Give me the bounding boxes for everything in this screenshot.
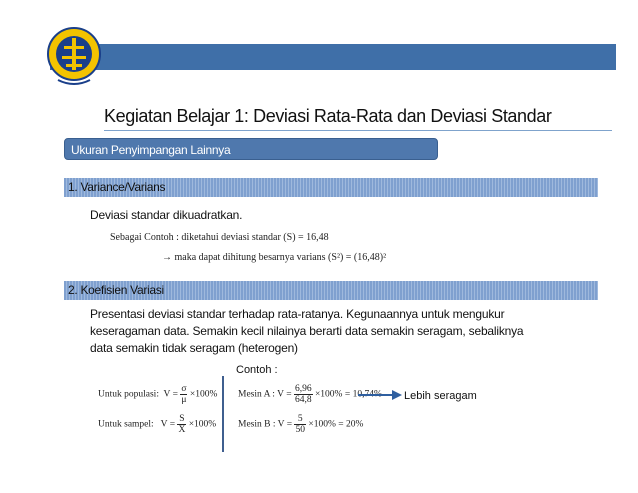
- subtitle-tab: Ukuran Penyimpangan Lainnya: [64, 138, 438, 160]
- koefisien-description: [90, 306, 596, 357]
- arrow-right-icon: [358, 388, 402, 402]
- formula-mesin-b: Mesin B : V = $\frac{5}{50}$ ×100% = 20%: [238, 414, 364, 435]
- section-heading-varians: 1. Variance/Varians: [64, 178, 598, 197]
- formula-divider: [222, 376, 224, 452]
- varians-example-line2: → maka dapat dihitung besarnya varians (S²) = (16,48)²: [162, 252, 387, 263]
- title-underline: [104, 130, 612, 131]
- varians-description: Deviasi standar dikuadratkan.: [90, 208, 243, 222]
- formula-sampel: Untuk sampel: V = $\frac{S}{X̄}$ ×100%: [98, 414, 217, 435]
- page-title: Kegiatan Belajar 1: Deviasi Rata-Rata dan Deviasi Standar: [104, 106, 552, 126]
- header-bar: [50, 44, 616, 70]
- section-heading-koefisien: 2. Koefisien Variasi: [64, 281, 598, 300]
- contoh-label: Contoh :: [236, 364, 278, 376]
- lebih-seragam-label: Lebih seragam: [404, 390, 477, 402]
- koefisien-line-3: data semakin tidak seragam (heterogen): [90, 341, 298, 355]
- formula-mesin-a: Mesin A : V = $\frac{6,96}{64,8}$ ×100% = 10,74%: [238, 384, 382, 405]
- university-emblem-icon: [44, 8, 104, 94]
- varians-example-line1: Sebagai Contoh : diketahui deviasi standar (S) = 16,48: [110, 232, 329, 243]
- koefisien-line-2: keseragaman data. Semakin kecil nilainya berarti data semakin seragam, sebaliknya: [90, 324, 524, 338]
- koefisien-line-1: Presentasi deviasi standar terhadap rata-ratanya. Kegunaannya untuk mengukur: [90, 307, 505, 321]
- formula-populasi: Untuk populasi: V = $\frac{\sigma}{\mu}$ ×100%: [98, 384, 218, 405]
